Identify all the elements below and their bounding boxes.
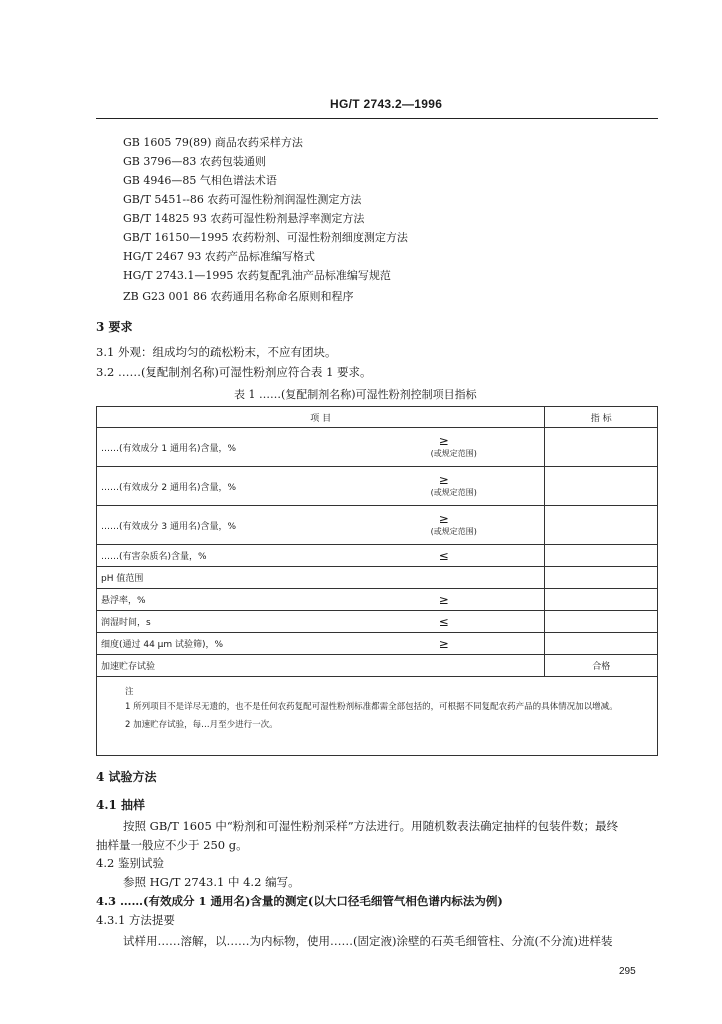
row-item: pH 值范围 — [97, 567, 339, 589]
row-requirement — [339, 589, 545, 611]
table-row — [97, 506, 658, 545]
row-requirement — [339, 506, 545, 545]
page-number: 295 — [619, 966, 636, 977]
note-title: 注 — [125, 687, 134, 697]
row-subnote: (或规定范围) — [430, 527, 477, 536]
reference-item: GB 1605 79(89) 商品农药采样方法 — [123, 136, 303, 149]
reference-item: HG/T 2743.1—1995 农药复配乳油产品标准编写规范 — [123, 269, 391, 282]
table-row — [97, 611, 658, 633]
row-item: ……(有害杂质名)含量，% — [97, 545, 339, 567]
row-item: ……(有效成分 3 通用名)含量，% — [97, 506, 339, 545]
header-index: 指 标 — [545, 407, 658, 428]
row-item: ……(有效成分 1 通用名)含量，% — [97, 428, 339, 467]
reference-item: GB/T 5451--86 农药可湿性粉剂润湿性测定方法 — [123, 193, 362, 206]
table-caption: 表 1 ……(复配制剂名称)可湿性粉剂控制项目指标 — [234, 388, 477, 401]
row-requirement — [339, 567, 545, 589]
row-value — [545, 589, 658, 611]
table-row — [97, 567, 658, 589]
row-value — [545, 545, 658, 567]
clause-4-3-1: 4.3.1 方法提要 — [96, 913, 175, 927]
reference-item: GB 3796—83 农药包装通则 — [123, 155, 266, 168]
reference-item: GB 4946—85 气相色谱法术语 — [123, 174, 277, 187]
row-requirement — [339, 545, 545, 567]
table-row — [97, 589, 658, 611]
spec-table — [96, 406, 658, 756]
section-3-heading: 3 要求 — [96, 320, 133, 334]
row-item: 悬浮率，% — [97, 589, 339, 611]
table-row — [97, 428, 658, 467]
clause-3-1: 3.1 外观：组成均匀的疏松粉末，不应有团块。 — [96, 345, 337, 359]
row-symbol: ≤ — [438, 614, 449, 629]
row-value — [545, 633, 658, 655]
reference-item: GB/T 14825 93 农药可湿性粉剂悬浮率测定方法 — [123, 212, 365, 225]
document-header: HG/T 2743.2—1996 — [330, 97, 443, 111]
row-symbol: ≥ — [438, 592, 449, 607]
clause-4-3: 4.3 ……(有效成分 1 通用名)含量的测定(以大口径毛细管气相色谱内标法为例) — [96, 894, 503, 908]
clause-4-2-text: 参照 HG/T 2743.1 中 4.2 编写。 — [123, 875, 300, 889]
note-item: 2 加速贮存试验，每…月至少进行一次。 — [125, 720, 278, 730]
row-value — [545, 506, 658, 545]
table-row — [97, 545, 658, 567]
row-requirement — [339, 428, 545, 467]
row-requirement — [339, 633, 545, 655]
row-item: 细度(通过 44 μm 试验筛)，% — [97, 633, 339, 655]
note-item: 1 所列项目不是详尽无遗的，也不是任何农药复配可湿性粉剂标准都需全部包括的，可根据不同复配农药产品的具体情况加以增减。 — [125, 702, 618, 712]
row-item: 加速贮存试验 — [97, 655, 339, 677]
row-value — [545, 611, 658, 633]
table-row — [97, 655, 658, 677]
row-symbol: ≥ — [438, 636, 449, 651]
table-note-row — [97, 677, 658, 756]
header-item: 项 目 — [97, 407, 545, 428]
row-symbol: ≥ — [438, 473, 449, 487]
clause-3-2: 3.2 ……(复配制剂名称)可湿性粉剂应符合表 1 要求。 — [96, 365, 372, 379]
clause-4-1-text: 按照 GB/T 1605 中“粉剂和可湿性粉剂采样”方法进行。用随机数表法确定抽样的包装件数；最终 — [123, 819, 619, 833]
clause-4-1-text-cont: 抽样量一般应不少于 250 g。 — [96, 838, 248, 852]
row-value — [545, 467, 658, 506]
reference-item: ZB G23 001 86 农药通用名称命名原则和程序 — [123, 290, 354, 303]
clause-4-2: 4.2 鉴别试验 — [96, 856, 164, 870]
row-subnote: (或规定范围) — [430, 488, 477, 497]
row-value: 合格 — [545, 655, 658, 677]
row-item: ……(有效成分 2 通用名)含量，% — [97, 467, 339, 506]
row-symbol: ≥ — [438, 512, 449, 526]
row-value — [545, 428, 658, 467]
row-subnote: (或规定范围) — [430, 449, 477, 458]
row-item: 润湿时间，s — [97, 611, 339, 633]
clause-4-1: 4.1 抽样 — [96, 798, 146, 812]
table-row — [97, 633, 658, 655]
header-rule — [96, 118, 658, 119]
row-symbol: ≤ — [438, 548, 449, 563]
row-requirement — [339, 467, 545, 506]
row-requirement — [339, 655, 545, 677]
reference-item: GB/T 16150—1995 农药粉剂、可湿性粉剂细度测定方法 — [123, 231, 408, 244]
table-notes — [97, 677, 658, 756]
section-4-heading: 4 试验方法 — [96, 770, 157, 784]
table-row — [97, 467, 658, 506]
row-symbol: ≥ — [438, 434, 449, 448]
row-value — [545, 567, 658, 589]
row-requirement — [339, 611, 545, 633]
table-header-row — [97, 407, 658, 428]
reference-item: HG/T 2467 93 农药产品标准编写格式 — [123, 250, 315, 263]
clause-4-3-1-text: 试样用……溶解，以……为内标物，使用……(固定液)涂壁的石英毛细管柱、分流(不分流)进样装 — [123, 934, 613, 948]
